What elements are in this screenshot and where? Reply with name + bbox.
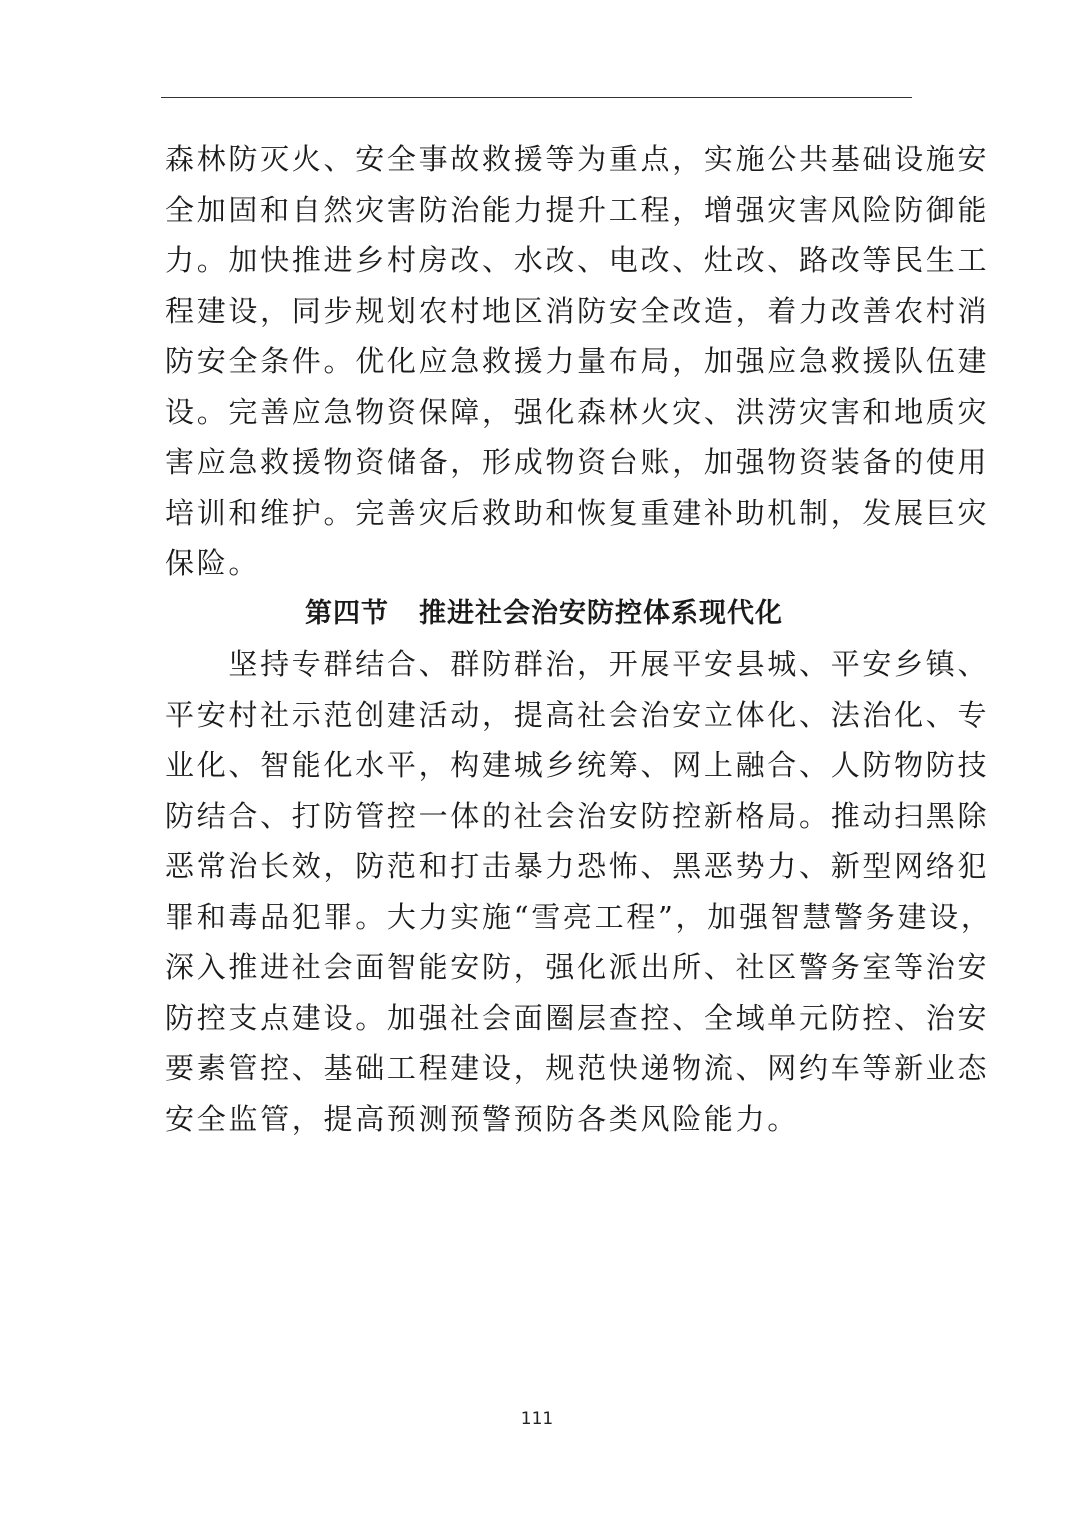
text-line: 安全监管，提高预测预警预防各类风险能力。 (165, 1101, 800, 1136)
paragraph-public-security (165, 639, 993, 1144)
text-line: 平安村社示范创建活动，提高社会治安立体化、法治化、专 (165, 697, 990, 732)
text-line: 深入推进社会面智能安防，强化派出所、社区警务室等治安 (165, 950, 990, 984)
text-line: 力。加快推进乡村房改、水改、电改、灶改、路改等民生工 (165, 243, 990, 277)
text-line: 罪和毒品犯罪。大力实施“雪亮工程”，加强智慧警务建设， (165, 899, 993, 934)
text-line: 程建设，同步规划农村地区消防安全改造，着力改善农村消 (165, 293, 990, 328)
section-heading (165, 589, 913, 640)
text-line: 坚持专群结合、群防群治，开展平安县城、平安乡镇、 (165, 647, 990, 681)
text-line: 害应急救援物资储备，形成物资台账，加强物资装备的使用 (165, 445, 990, 479)
text-line: 培训和维护。完善灾后救助和恢复重建补助机制，发展巨灾 (165, 495, 990, 530)
section-number: 第四节 (305, 597, 389, 629)
text-line: 防安全条件。优化应急救援力量布局，加强应急救援队伍建 (165, 344, 990, 378)
text-line: 业化、智能化水平，构建城乡统筹、网上融合、人防物防技 (165, 748, 990, 782)
text-line: 全加固和自然灾害防治能力提升工程，增强灾害风险防御能 (165, 192, 990, 227)
text-line: 保险。 (165, 546, 261, 580)
section-title: 推进社会治安防控体系现代化 (419, 597, 783, 629)
text-line: 防控支点建设。加强社会面圈层查控、全域单元防控、治安 (165, 1000, 990, 1035)
page-content (165, 134, 993, 1144)
page-number: 111 (520, 1409, 554, 1429)
header-rule (161, 97, 912, 98)
paragraph-disaster-prevention (165, 134, 990, 589)
text-line: 森林防灭火、安全事故救援等为重点，实施公共基础设施安 (165, 142, 990, 176)
text-line: 防结合、打防管控一体的社会治安防控新格局。推动扫黑除 (165, 798, 990, 833)
text-line: 恶常治长效，防范和打击暴力恐怖、黑恶势力、新型网络犯 (165, 849, 990, 883)
text-line: 要素管控、基础工程建设，规范快递物流、网约车等新业态 (165, 1051, 990, 1085)
text-line: 设。完善应急物资保障，强化森林火灾、洪涝灾害和地质灾 (165, 394, 990, 429)
